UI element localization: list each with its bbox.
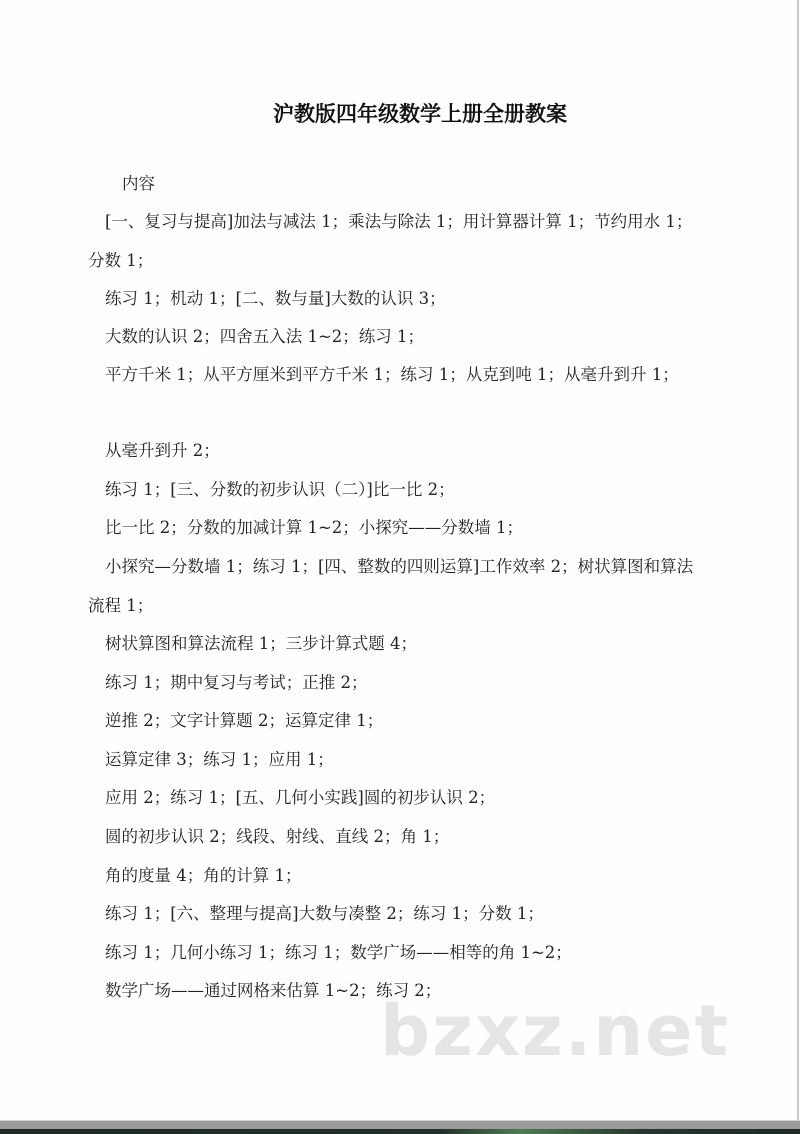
content-paragraph: [一、复习与提高]加法与减法 1；乘法与除法 1；用计算器计算 1；节约用水 1；分数 1； xyxy=(88,212,693,270)
content-paragraph: 逆推 2；文字计算题 2；运算定律 1； xyxy=(105,711,384,730)
content-paragraph: 运算定律 3；练习 1；应用 1； xyxy=(105,750,334,769)
section-heading: 内容 xyxy=(122,174,155,193)
content-paragraph: 比一比 2；分数的加减计算 1~2；小探究——分数墙 1； xyxy=(105,518,524,537)
desktop-background xyxy=(0,1129,800,1134)
content-paragraph: 小探究—分数墙 1；练习 1；[四、整数的四则运算]工作效率 2；树状算图和算法流程 1； xyxy=(88,557,694,615)
content-paragraph: 从毫升到升 2； xyxy=(105,441,220,460)
content-paragraph: 练习 1；几何小练习 1；练习 1；数学广场——相等的角 1~2； xyxy=(105,943,572,962)
content-paragraph: 树状算图和算法流程 1；三步计算式题 4； xyxy=(105,634,417,653)
content-paragraph: 角的度量 4；角的计算 1； xyxy=(105,866,302,885)
content-paragraph: 数学广场——通过网格来估算 1~2；练习 2； xyxy=(105,981,442,1000)
content-paragraph: 练习 1；[六、整理与提高]大数与凑整 2；练习 1；分数 1； xyxy=(105,904,544,923)
content-paragraph: 大数的认识 2；四舍五入法 1~2；练习 1； xyxy=(105,327,425,346)
content-paragraph: 平方千米 1；从平方厘米到平方千米 1；练习 1；从克到吨 1；从毫升到升 1； xyxy=(105,365,679,384)
content-paragraph: 练习 1；[三、分数的初步认识（二）]比一比 2； xyxy=(105,480,455,499)
document-title: 沪教版四年级数学上册全册教案 xyxy=(273,102,567,126)
content-paragraph: 应用 2；练习 1；[五、几何小实践]圆的初步认识 2； xyxy=(105,788,496,807)
content-paragraph: 圆的初步认识 2；线段、射线、直线 2；角 1； xyxy=(105,827,450,846)
content-paragraph: 练习 1；期中复习与考试；正推 2； xyxy=(105,673,368,692)
content-paragraph: 练习 1；机动 1；[二、数与量]大数的认识 3； xyxy=(105,289,446,308)
watermark: bzxz.net xyxy=(380,990,731,1072)
